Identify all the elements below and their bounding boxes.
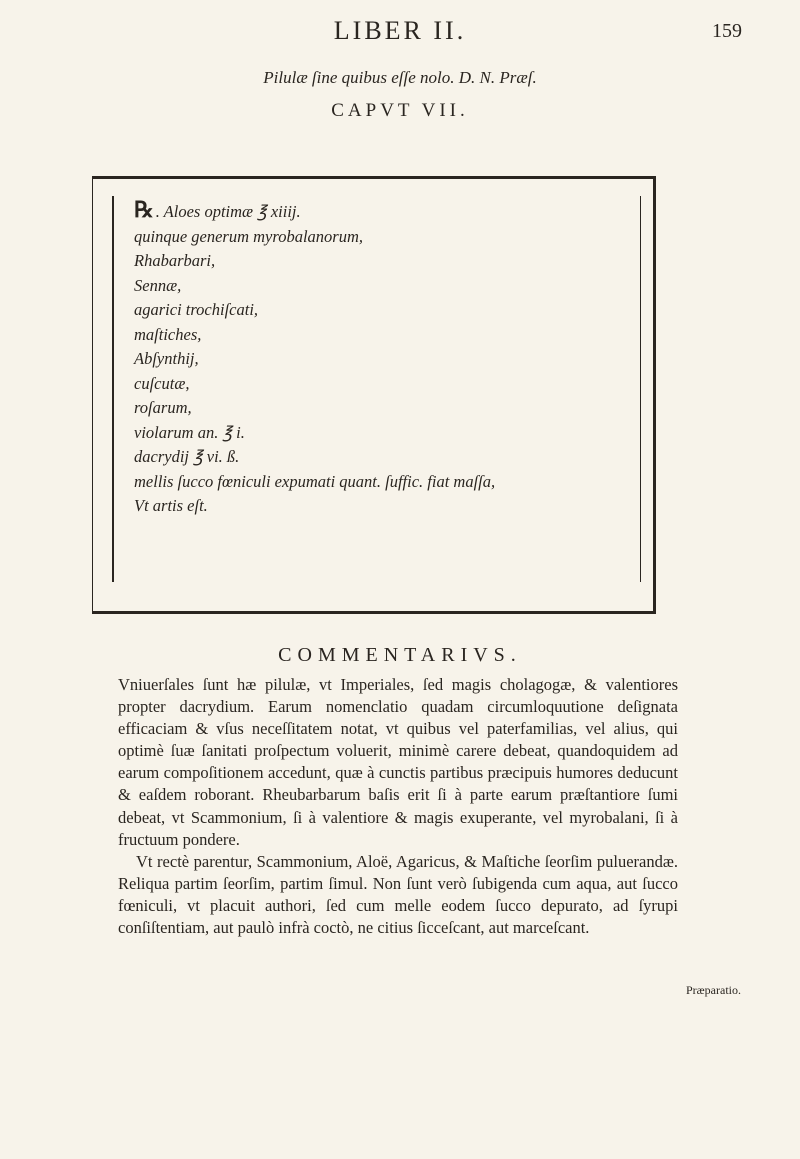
recipe-line: dacrydij ℥ vi. ß. [134,447,240,466]
page-header [0,14,800,54]
chapter-title: CAPVT VII. [331,100,469,121]
commentary-paragraph: Vniuerſales ſunt hæ pilulæ, vt Imperiales, ſed magis cholagogæ, & valentiores propter dacrydium. Earum nomenclatio quadam circumloquutione deſignata efficaciam & vſus neceſſitatem notat, vt quibus vel paterfamilias, vel alius, qui optimè ſuæ ſanitati proſpectum voluerit, minimè carere debeat, quandoquidem ad earum compoſitionem accedunt, quæ à cunctis partibus præcipuis humores deducunt & eaſdem roborant. Rheubarbarum baſis erit ſi à parte earum præſtantiore ſumi debeat, vt Scammonium, ſi à valentiore & magis exuperante, vel myrobalani, ſi à fructuum pondere. [118,675,678,849]
recipe-line: violarum an. ℥ i. [134,422,245,442]
rx-symbol-icon: ℞ [134,197,154,222]
commentary-heading: COMMENTARIVS. [278,644,522,666]
page-number: 159 [712,20,742,42]
recipe-line: Rhabarbari, [134,251,216,270]
recipe-line: roſarum, [134,398,192,417]
recipe [134,198,634,519]
commentary-body [118,674,678,939]
running-head: LIBER II. [333,16,467,45]
commentary-paragraph: Vt rectè parentur, Scammonium, Aloë, Agaricus, & Maſtiche ſeorſim puluerandæ. Reliqua partim ſeorſim, partim ſimul. Non ſunt verò ſubigenda cum aqua, aut ſucco fœniculi, vt placuit authori, ſed cum melle eodem ſucco depurato, ad ſyrupi conſiſtentiam, aut paulò infrà coctò, ne citius ſicceſcant, aut marceſcant. [118,851,678,938]
recipe-line: mellis ſucco fœniculi expumati quant. ſuffic. fiat maſſa, [134,471,496,491]
recipe-line: Vt artis eſt. [134,496,208,515]
recipe-line: quinque generum myrobalanorum, [134,226,363,246]
recipe-line: Abſynthij, [134,349,199,368]
recipe-line: cuſcutæ, [134,373,190,393]
margin-note: Præparatio. [686,983,741,997]
recipe-line: agarici trochiſcati, [134,300,259,319]
chapter-subtitle: Pilulæ ſine quibus eſſe nolo. D. N. Præſ. [263,68,537,87]
recipe-line: Sennæ, [134,275,182,295]
recipe-line: maſtiches, [134,324,202,344]
recipe-line: ℞ . Aloes optimæ ℥ xiiij. [134,197,301,222]
